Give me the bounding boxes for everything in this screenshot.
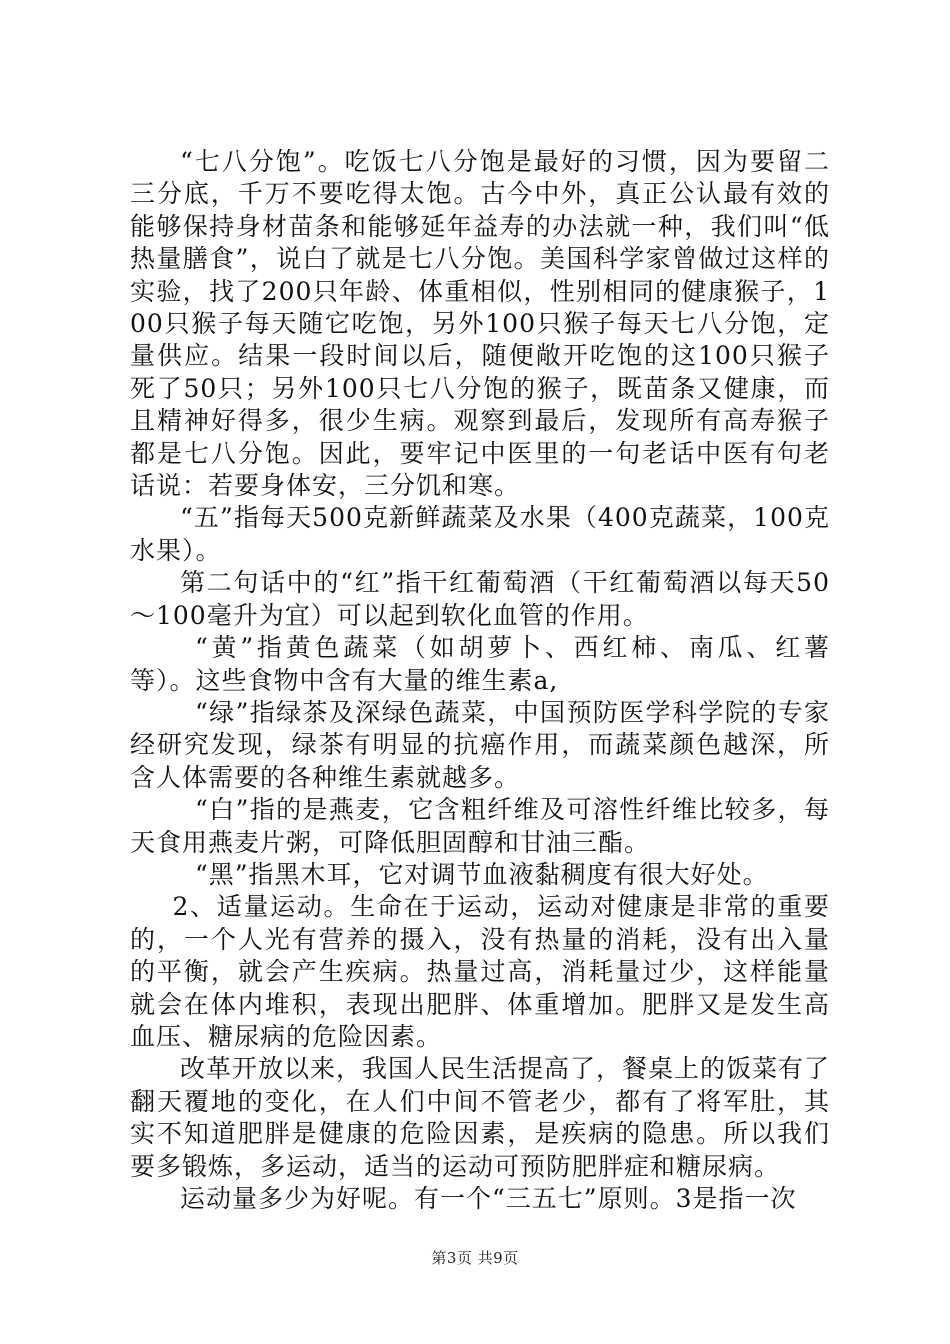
paragraph-green: “绿”指绿茶及深绿色蔬菜，中国预防医学科学院的专家经研究发现，绿茶有明显的抗癌作用，而蔬菜颜色越深，所含人体需要的各种维生素就越多。 <box>130 697 830 792</box>
paragraph-moderate-exercise: 2、适量运动。生命在于运动，运动对健康是非常的重要的，一个人光有营养的摄入，没有热量的消耗，没有出入量的平衡，就会产生疾病。热量过高，消耗量过少，这样能量就会在体内堆积，表现出肥胖、体重增加。肥胖又是发生高血压、糖尿病的危险因素。 <box>130 892 830 1051</box>
paragraph-yellow: “黄”指黄色蔬菜（如胡萝卜、西红柿、南瓜、红薯等）。这些食物中含有大量的维生素a, <box>130 633 830 695</box>
paragraph-eight-tenths-full: “七八分饱”。吃饭七八分饱是最好的习惯，因为要留二三分底，千万不要吃得太饱。古今中外，真正公认最有效的能够保持身材苗条和能够延年益寿的办法就一种，我们叫“低热量膳食”，说白了就是七八分饱。美国科学家曾做过这样的实验，找了200只年龄、体重相似，性别相同的健康猴子，100只猴子每天随它吃饱，另外100只猴子每天七八分饱，定量供应。结果一段时间以后，随便敞开吃饱的这100只猴子死了50只；另外100只七八分饱的猴子，既苗条又健康，而且精神好得多，很少生病。观察到最后，发现所有高寿猴子都是七八分饱。因此，要牢记中医里的一句老话中医有句老话说：若要身体安，三分饥和寒。 <box>130 147 830 501</box>
paragraph-reform-opening: 改革开放以来，我国人民生活提高了，餐桌上的饭菜有了翻天覆地的变化，在人们中间不管老少，都有了将军肚，其实不知道肥胖是健康的危险因素，是疾病的隐患。所以我们要多锻炼，多运动，适当的运动可预防肥胖症和糖尿病。 <box>130 1054 831 1181</box>
paragraph-black: “黑”指黑木耳，它对调节血液黏稠度有很大好处。 <box>195 859 769 889</box>
paragraph-five: “五”指每天500克新鲜蔬菜及水果（400克蔬菜，100克水果）。 <box>130 503 830 565</box>
paragraph-exercise-amount: 运动量多少为好呢。有一个“三五七”原则。3是指一次 <box>180 1184 797 1213</box>
page-number-footer: 第3页 共9页 <box>431 1249 519 1267</box>
paragraph-white: “白”指的是燕麦，它含粗纤维及可溶性纤维比较多，每天食用燕麦片粥，可降低胆固醇和甘油三酯。 <box>130 795 830 857</box>
paragraph-red: 第二句话中的“红”指干红葡萄酒（干红葡萄酒以每天50～100毫升为宜）可以起到软化血管的作用。 <box>130 568 830 630</box>
document-body <box>130 146 830 1215</box>
